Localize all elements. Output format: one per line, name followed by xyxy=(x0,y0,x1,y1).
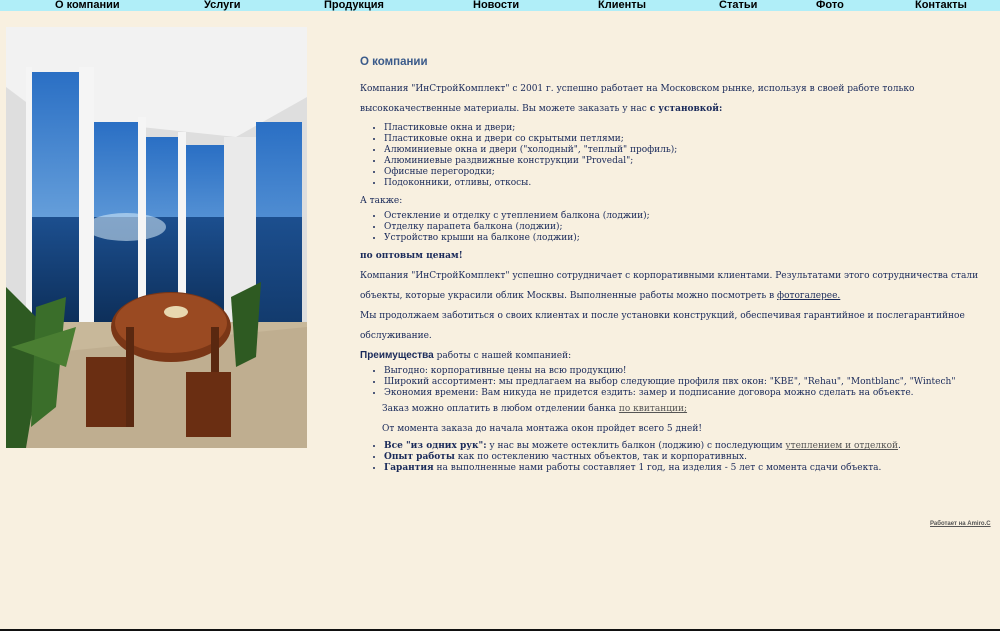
receipt-link[interactable]: по квитанции; xyxy=(618,404,688,414)
nav-item-contacts[interactable]: Контакты xyxy=(915,0,967,11)
corporate-line-2: объекты, которые украсили облик Москвы. Выполненные работы можно посмотреть в фотогалерее. xyxy=(360,291,841,301)
list-item: • Опыт работы как по остеклению частных объектов, так и корпоративных. xyxy=(384,452,980,463)
corporate-line-1: Компания "ИнСтройКомплект" успешно сотрудничает с корпоративными клиентами. Результатами этого сотрудничества стали xyxy=(360,271,979,281)
list-item: • Остекление и отделку с утеплением балкона (лоджии); xyxy=(384,211,980,222)
nav-item-articles[interactable]: Статьи xyxy=(719,0,758,11)
nav-item-services[interactable]: Услуги xyxy=(204,0,241,11)
top-navigation xyxy=(0,0,1000,11)
care-line-2: обслуживание. xyxy=(360,331,432,341)
payment-note: Заказ можно оплатить в любом отделении банка по квитанции; xyxy=(382,404,688,414)
nav-item-about[interactable]: О компании xyxy=(55,0,120,11)
page-title: О компании xyxy=(360,56,428,68)
list-item: • Широкий ассортимент: мы предлагаем на выбор следующие профиля пвх окон: "KBE", "Rehau", "Montblanc", "Wintech" xyxy=(384,377,980,388)
list-item: • Экономия времени: Вам никуда не придется ездить: замер и подписание договора можно сделать на объекте. xyxy=(384,388,980,399)
list-item: • Выгодно: корпоративные цены на всю продукцию! xyxy=(384,366,980,377)
main-content xyxy=(360,54,980,478)
also-label: А также: xyxy=(360,196,403,206)
advantages-heading: Преимущества работы с нашей компанией: xyxy=(360,350,572,361)
insulation-link[interactable]: утеплением и отделкой xyxy=(785,441,899,451)
advantages-list xyxy=(360,366,980,399)
list-item: • Алюминиевые окна и двери ("холодный", "теплый" профиль); xyxy=(384,145,980,156)
nav-item-news[interactable]: Новости xyxy=(473,0,520,11)
nav-item-products[interactable]: Продукция xyxy=(324,0,384,11)
nav-item-photo[interactable]: Фото xyxy=(816,0,844,11)
list-item: • Подоконники, отливы, откосы. xyxy=(384,178,980,189)
balcony-photo xyxy=(6,27,307,448)
nav-item-clients[interactable]: Клиенты xyxy=(598,0,647,11)
intro-line-1: Компания "ИнСтройКомплект" с 2001 г. успешно работает на Московском рынке, используя в своей работе только xyxy=(360,84,915,94)
powered-by-link[interactable]: Работает на Amiro.C xyxy=(930,521,991,527)
intro-line-2: высококачественные материалы. Вы можете заказать у нас с установкой: xyxy=(360,104,723,114)
photo-gallery-link[interactable]: фотогалерее. xyxy=(777,291,841,301)
benefits-list xyxy=(360,441,980,474)
list-item: • Устройство крыши на балконе (лоджии); xyxy=(384,233,980,244)
list-item: • Пластиковые окна и двери со скрытыми петлями; xyxy=(384,134,980,145)
products-list xyxy=(360,123,980,189)
list-item: • Офисные перегородки; xyxy=(384,167,980,178)
list-item: • Пластиковые окна и двери; xyxy=(384,123,980,134)
list-item: • Алюминиевые раздвижные конструкции "Provedal"; xyxy=(384,156,980,167)
installation-days-note: От момента заказа до начала монтажа окон пройдет всего 5 дней! xyxy=(382,424,702,434)
balcony-services-list xyxy=(360,211,980,244)
list-item: • Все "из одних рук": у нас вы можете остеклить балкон (лоджию) с последующим утеплением и отделкой. xyxy=(384,441,980,452)
list-item: • Отделку парапета балкона (лоджии); xyxy=(384,222,980,233)
wholesale-note: по оптовым ценам! xyxy=(360,251,463,261)
list-item: • Гарантия на выполненные нами работы составляет 1 год, на изделия - 5 лет с момента сдачи объекта. xyxy=(384,463,980,474)
balcony-illustration xyxy=(6,27,307,448)
care-line-1: Мы продолжаем заботиться о своих клиентах и после установки конструкций, обеспечивая гарантийное и послегарантийное xyxy=(360,311,965,321)
